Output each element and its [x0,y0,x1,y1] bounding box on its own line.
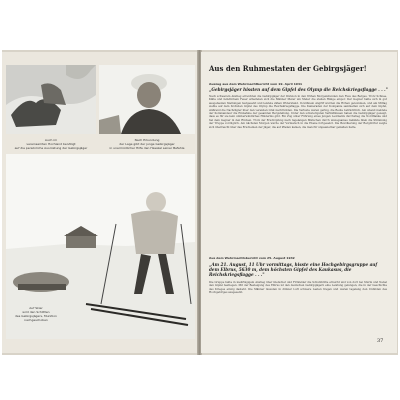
caption-top-right [99,138,195,150]
caption-bottom [6,306,66,322]
report-2-lead-text: „Am 21. August, 11 Uhr vormittags, hisste eine Hochgebirgsgruppe auf dem Elbrus, 5630 m, dem höchsten Gipfel des Kaukasus, die Reichskriegsflagge . . ." [209,262,378,277]
report-1-subhead: Auszug aus dem Wehrmachtbericht vom 19. April 1941 [209,82,303,86]
caption-line: vereinsamten Hochland benötigt [26,142,76,146]
report-2-subhead: Aus dem Wehrmachtsbericht vom 25. August 1942 [209,256,295,260]
report-1-lead: „Gebirgsjäger hissten auf dem Gipfel des Olymp die Reichskriegsflagge . . ." [209,87,388,92]
photo-soldier-portrait [99,65,195,134]
caption-line: Auf Skier [29,306,43,310]
report-1-body: Nach schwerem Anstieg erreichten die Gebirgsjäger der Division in den frühen Morgenstunden den Fuss des Berges. Trotz Schnee, Kälte und feindlichem Feuer arbeiteten sich die Männer Meter um Meter die steilen Hänge empor. Der Gegner hatte sich in gut ausgebauten Stellungen festgesetzt und leistete zähen Widerstand. In kühnem Angriff wurden die Höhen genommen, und am Mittag wehte auf dem höchsten Gipfel des Olymp die Reichskriegsflagge. Die Kameraden der Kompanie sammelten sich auf dem Gipfel, während die Nachzügler über den vereisten Grat nachrückten. Die Verluste waren gering, die Beute beträchtlich. Am Abend meldete der Kommandeur die Einnahme der gesamten Bergstellung. Unter den schwierigsten Verhältnissen haben die Gebirgsjäger gezeigt, dass es für sie kein unüberwindliches Hindernis gibt. Ein Zug unter Führung eines jungen Leutnants durchstieg die Nordflanke und fiel dem Gegner in den Rücken. Trotz der Erschöpfung nach tagelangen Märschen durch unwegsames Gelände blieb die Stimmung der Truppe vorzüglich. Am nächsten Morgen wurde der Vormarsch in die Ebene fortgesetzt. Die Bevölkerung der Bergdörfer zeigte sich überrascht über das Erscheinen der Jäger, die auf Pfaden kamen, die man für unpassierbar gehalten hatte. [209,95,387,129]
report-2-lead [209,262,387,277]
caption-line: nachgeschoben [24,318,48,322]
photo-snow-slope [6,65,96,134]
caption-line: Nach Erkundung [134,138,160,142]
caption-top-left [6,138,96,150]
caption-line: der Lage gibt der junge Gebirgsjäger [119,142,175,146]
page-number: 37 [377,338,384,344]
page-heading: Aus den Ruhmestaten der Gebirgsjäger! [209,64,367,73]
caption-line: des Gebirgsjägers, Munition [15,314,57,318]
caption-line: auf die persönliche Ausrüstung der Gebirgsjäger [14,146,88,150]
caption-line: wird den Schlitten [22,310,50,314]
report-2-body: Die Gruppe hatte in mehrtägigem Anstieg über Gletscher und Firnfelder die Schutzhütte erreicht und von dort bei Sturm und Nebel den Gipfel bestiegen. Mit der Besteigung des Elbrus ist den deutschen Gebirgsjägern eine Leistung gelungen, die in der Geschichte des Krieges einzig dasteht. Die Männer mussten in dünner Luft schwere Lasten tragen und waren tagelang den Unbilden des Hochgebirges ausgesetzt. [209,281,387,295]
caption-line: Auch im [44,138,58,142]
caption-line: in unermüdlicher Hilfe den Hasskel seiner Befehle [109,146,185,150]
